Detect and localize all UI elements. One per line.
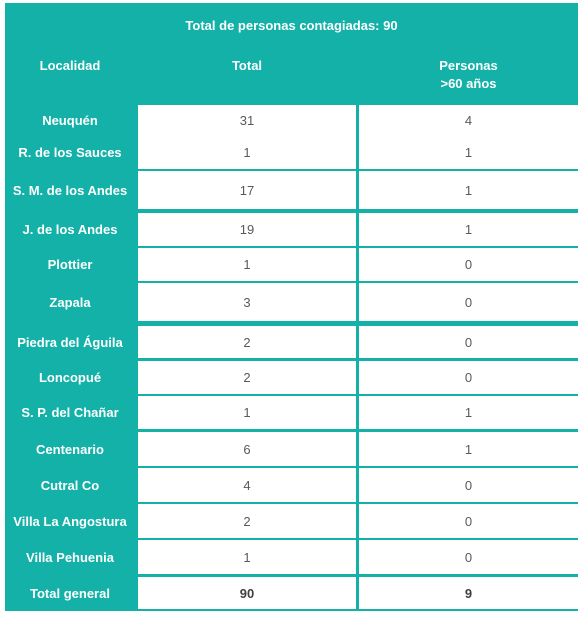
total-general-row — [5, 577, 578, 609]
cell-mayores60: 1 — [359, 213, 578, 246]
cell-mayores60: 1 — [359, 396, 578, 429]
cell-total: 90 — [138, 577, 356, 609]
cell-total: 3 — [138, 283, 356, 321]
table-row — [5, 105, 578, 136]
covid-table — [5, 3, 578, 611]
cell-localidad: Zapala — [49, 294, 91, 310]
cell-total: 2 — [138, 326, 356, 358]
cell-localidad: Villa Pehuenia — [26, 549, 114, 565]
cell-total: 1 — [138, 396, 356, 429]
cell-mayores60: 0 — [359, 248, 578, 281]
cell-mayores60: 1 — [359, 432, 578, 466]
cell-total: 6 — [138, 432, 356, 466]
table-row — [5, 136, 578, 169]
cell-localidad: R. de los Sauces — [18, 145, 122, 160]
cell-total: 4 — [138, 468, 356, 502]
table-row — [5, 171, 578, 209]
table-row — [5, 326, 578, 358]
header-personas-line2: >60 años — [440, 76, 497, 91]
cell-localidad: S. M. de los Andes — [12, 182, 128, 198]
cell-localidad: Neuquén — [42, 113, 98, 128]
table-row — [5, 468, 578, 502]
cell-total: 1 — [138, 540, 356, 574]
header-personas — [359, 53, 578, 99]
cell-localidad: Loncopué — [38, 370, 102, 385]
table-row — [5, 283, 578, 321]
cell-total: 2 — [138, 361, 356, 394]
cell-mayores60: 0 — [359, 468, 578, 502]
cell-mayores60: 0 — [359, 361, 578, 394]
cell-mayores60: 1 — [359, 136, 578, 169]
header-total: Total — [231, 58, 263, 73]
cell-localidad: Cutral Co — [40, 477, 100, 493]
table-row — [5, 432, 578, 466]
cell-mayores60: 4 — [359, 105, 578, 136]
table-row — [5, 248, 578, 281]
cell-total: 17 — [138, 171, 356, 209]
cell-total: 31 — [138, 105, 356, 136]
table-row — [5, 213, 578, 246]
header-localidad: Localidad — [39, 58, 101, 73]
cell-mayores60: 0 — [359, 504, 578, 538]
cell-total: 2 — [138, 504, 356, 538]
cell-localidad: S. P. del Chañar — [21, 405, 119, 420]
cell-localidad: Plottier — [47, 257, 93, 272]
cell-localidad: Centenario — [36, 441, 104, 457]
table-row — [5, 504, 578, 538]
cell-mayores60: 0 — [359, 283, 578, 321]
cell-mayores60: 0 — [359, 326, 578, 358]
table-row — [5, 361, 578, 394]
cell-localidad: J. de los Andes — [22, 222, 118, 237]
header-personas-line1: Personas — [439, 58, 498, 73]
cell-total: 19 — [138, 213, 356, 246]
cell-total: 1 — [138, 248, 356, 281]
cell-mayores60: 9 — [359, 577, 578, 609]
cell-mayores60: 0 — [359, 540, 578, 574]
table-title: Total de personas contagiadas: 90 — [185, 17, 398, 33]
cell-localidad: Villa La Angostura — [13, 513, 127, 529]
table-row — [5, 540, 578, 574]
cell-mayores60: 1 — [359, 171, 578, 209]
table-row — [5, 396, 578, 429]
cell-localidad: Total general — [30, 585, 110, 601]
cell-total: 1 — [138, 136, 356, 169]
cell-localidad: Piedra del Águila — [17, 334, 123, 350]
